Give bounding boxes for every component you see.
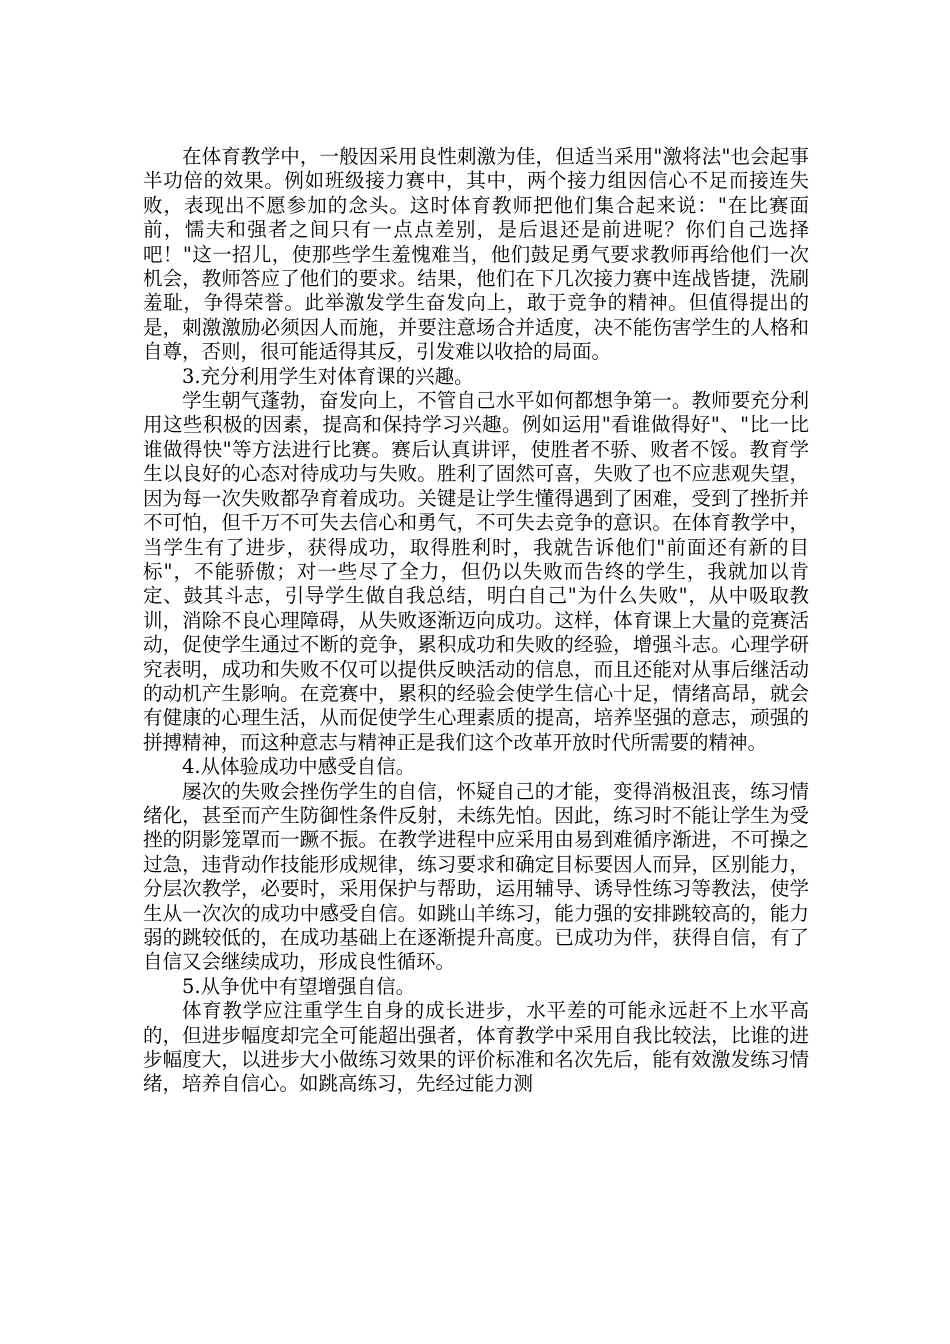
document-body bbox=[143, 145, 809, 1097]
paragraph-interest: 学生朝气蓬勃，奋发向上，不管自己水平如何都想争第一。教师要充分利用这些积极的因素，提高和保持学习兴趣。例如运用"看谁做得好"、"比一比谁做得快"等方法进行比赛。赛后认真讲评，使胜者不骄、败者不馁。教育学生以良好的心态对待成功与失败。胜利了固然可喜，失败了也不应悲观失望，因为每一次失败都孕育着成功。关键是让学生懂得遇到了困难，受到了挫折并不可怕，但千万不可失去信心和勇气，不可失去竞争的意识。在体育教学中，当学生有了进步，获得成功，取得胜利时，我就告诉他们"前面还有新的目标"，不能骄傲；对一些尽了全力，但仍以失败而告终的学生，我就加以肯定、鼓其斗志，引导学生做自我总结，明白自己"为什么失败"，从中吸取教训，消除不良心理障碍，从失败逐渐迈向成功。这样，体育课上大量的竞赛活动，促使学生通过不断的竞争，累积成功和失败的经验，增强斗志。心理学研究表明，成功和失败不仅可以提供反映活动的信息，而且还能对从事后继活动的动机产生影响。在竞赛中，累积的经验会使学生信心十足，情绪高昂，就会有健康的心理生活，从而促使学生心理素质的提高，培养坚强的意志，顽强的拼搏精神，而这种意志与精神正是我们这个改革开放时代所需要的精神。 bbox=[143, 389, 809, 754]
section-heading-5: 5.从争优中有望增强自信。 bbox=[182, 974, 416, 998]
section-heading-3: 3.充分利用学生对体育课的兴趣。 bbox=[182, 364, 474, 388]
section-heading-4: 4.从体验成功中感受自信。 bbox=[182, 755, 416, 779]
paragraph-competition-confidence: 体育教学应注重学生自身的成长进步，水平差的可能永远赶不上水平高的，但进步幅度却完全可能超出强者，体育教学中采用自我比较法，比谁的进步幅度大，以进步大小做练习效果的评价标准和名次先后，能有效激发练习情绪，培养自信心。如跳高练习，先经过能力测 bbox=[143, 999, 809, 1096]
paragraph-success-confidence: 屡次的失败会挫伤学生的自信，怀疑自己的才能，变得消极沮丧，练习情绪化，甚至而产生防御性条件反射，未练先怕。因此，练习时不能让学生为受挫的阴影笼罩而一蹶不振。在教学进程中应采用由易到难循序渐进，不可操之过急，违背动作技能形成规律，练习要求和确定目标要因人而异，区别能力，分层次教学，必要时，采用保护与帮助，运用辅导、诱导性练习等教法，使学生从一次次的成功中感受自信。如跳山羊练习，能力强的安排跳较高的，能力弱的跳较低的，在成功基础上在逐渐提升高度。已成功为伴，获得自信，有了自信又会继续成功，形成良性循环。 bbox=[143, 779, 809, 974]
paragraph-stimulation: 在体育教学中，一般因采用良性刺激为佳，但适当采用"激将法"也会起事半功倍的效果。例如班级接力赛中，其中，两个接力组因信心不足而接连失败，表现出不愿参加的念头。这时体育教师把他们集合起来说："在比赛面前，懦夫和强者之间只有一点点差别，是后退还是前进呢？你们自己选择吧！"这一招儿，使那些学生羞愧难当，他们鼓足勇气要求教师再给他们一次机会，教师答应了他们的要求。结果，他们在下几次接力赛中连战皆捷，洗刷羞耻，争得荣誉。此举激发学生奋发向上，敢于竞争的精神。但值得提出的是，刺激激励必须因人而施，并要注意场合并适度，决不能伤害学生的人格和自尊，否则，很可能适得其反，引发难以收拾的局面。 bbox=[143, 145, 809, 364]
